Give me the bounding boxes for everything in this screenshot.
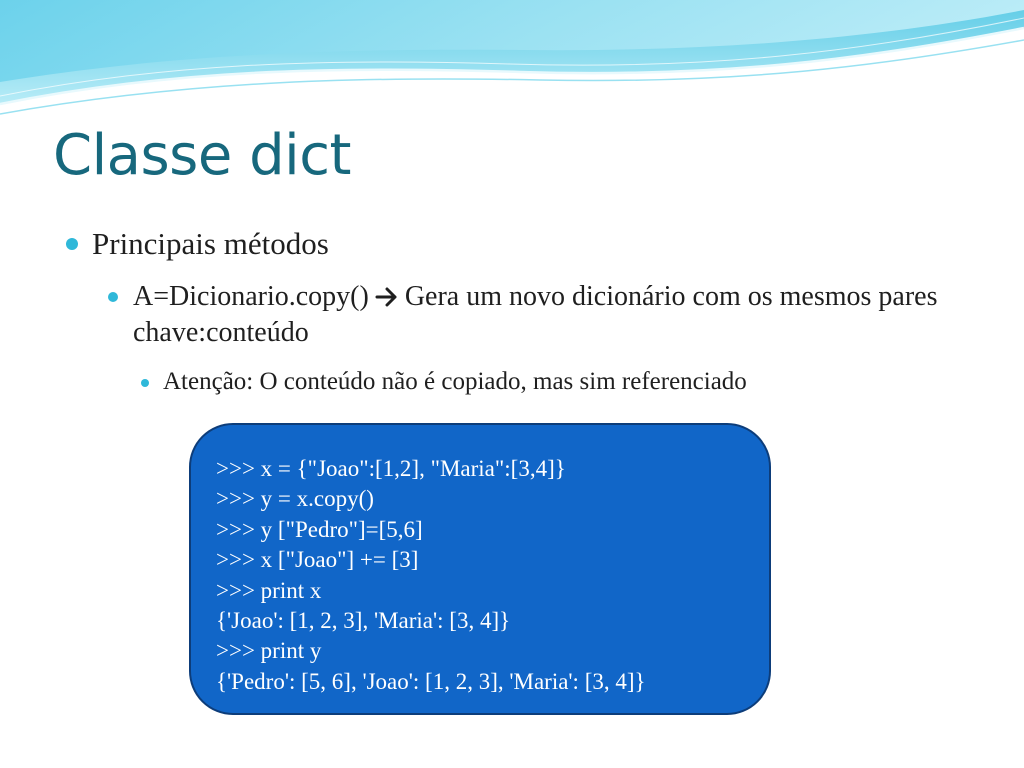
code-output-line: {'Joao': [1, 2, 3], 'Maria': [3, 4]}: [216, 608, 511, 634]
bullet-level3: [163, 366, 747, 398]
code-output-line: {'Pedro': [5, 6], 'Joao': [1, 2, 3], 'Maria': [3, 4]}: [216, 668, 646, 694]
bullet-level1: [92, 224, 329, 264]
bullet-level3-text: Atenção: O conteúdo não é copiado, mas sim referenciado: [163, 368, 747, 395]
code-example-box: [189, 423, 771, 715]
code-line: >>> x = {"Joao":[1,2], "Maria":[3,4]}: [216, 456, 566, 481]
code-line: >>> print y: [216, 638, 322, 664]
code-line: >>> x ["Joao"] += [3]: [216, 547, 419, 573]
code-line: >>> y ["Pedro"]=[5,6]: [216, 516, 423, 542]
bullet-dot-icon: [141, 379, 149, 387]
bullet-level2: [133, 279, 983, 351]
bullet-level1-text: Principais métodos: [92, 226, 329, 261]
code-line: >>> print x: [216, 577, 322, 603]
right-arrow-icon: [375, 287, 399, 307]
bullet-dot-icon: [108, 292, 118, 302]
bullet-level2-description: Gera um novo dicionário com os mesmos pares chave:conteúdo: [133, 281, 938, 348]
bullet-dot-icon: [66, 238, 78, 250]
header-wave-decoration: [0, 0, 1024, 130]
code-line: >>> y = x.copy(): [216, 486, 374, 512]
slide-title: Classe dict: [53, 123, 351, 188]
bullet-level2-method: A=Dicionario.copy(): [133, 281, 369, 312]
